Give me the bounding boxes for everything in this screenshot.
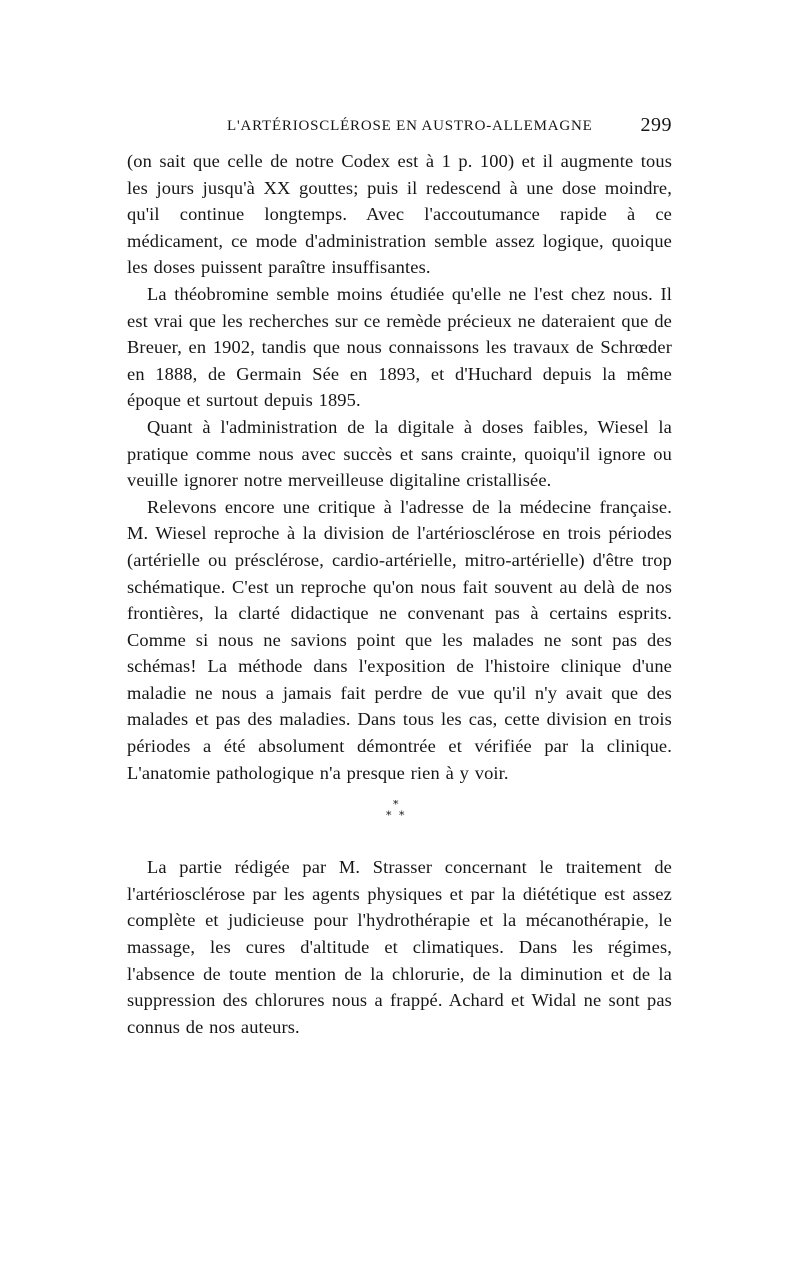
running-head: L'ARTÉRIOSCLÉROSE EN AUSTRO-ALLEMAGNE: [227, 118, 593, 134]
asterism-separator: [127, 794, 672, 854]
paragraph-3: Quant à l'administration de la digitale à doses faibles, Wiesel la pratique comme nous avec succès et sans crainte, quoiqu'il ignore ou veuille ignorer notre merveilleuse digitaline cristallisée.: [127, 416, 672, 491]
svg-text:*: *: [393, 800, 399, 812]
paragraph-4: Relevons encore une critique à l'adresse de la médecine française. M. Wiesel reproche à la division de l'artériosclérose en trois périodes (artérielle ou présclérose, cardio-artérielle, mitro-artérielle) d'être trop schématique. C'est un reproche qu'on nous fait souvent au delà de nos frontières, la clarté didactique ne convenant pas à certains esprits. Comme si nous ne savions point que les malades ne sont pas des schémas! La méthode dans l'exposition de l'histoire clinique d'une maladie ne nous a jamais fait perdre de vue qu'il n'y avait que des malades et pas des maladies. Dans tous les cas, cette division en trois périodes a été absolument démontrée et vérifiée par la clinique. L'anatomie pathologique n'a presque rien à y voir.: [127, 496, 672, 783]
paragraph-1: (on sait que celle de notre Codex est à 1 p. 100) et il augmente tous les jours jusqu'à XX gouttes; puis il redescend à une dose moindre, qu'il continue longtemps. Avec l'accoutumance rapide à ce médicament, ce mode d'administration semble assez logique, quoique les doses puissent paraître insuffisantes.: [127, 151, 672, 278]
svg-text:*: *: [399, 809, 405, 823]
asterism-icon: [385, 800, 407, 822]
svg-text:*: *: [386, 809, 392, 823]
page-number: 299: [640, 114, 672, 136]
paragraph-2: La théobromine semble moins étudiée qu'elle ne l'est chez nous. Il est vrai que les recherches sur ce remède précieux ne dateraient que de Breuer, en 1902, tandis que nous connaissons les travaux de Schrœder en 1888, de Germain Sée en 1893, et d'Huchard depuis la même époque et surtout depuis 1895.: [127, 283, 672, 411]
body-text: [127, 148, 672, 1040]
book-page: [127, 112, 672, 1040]
paragraph-5: La partie rédigée par M. Strasser concernant le traitement de l'artériosclérose par les agents physiques et par la diététique est assez complète et judicieuse pour l'hydrothérapie et la mécanothérapie, le massage, les cures d'altitude et climatiques. Dans les régimes, l'absence de toute mention de la chlorurie, de la diminution et de la suppression des chlorures nous a frappé. Achard et Widal ne sont pas connus de nos auteurs.: [127, 857, 672, 1037]
page-header: [127, 112, 672, 142]
